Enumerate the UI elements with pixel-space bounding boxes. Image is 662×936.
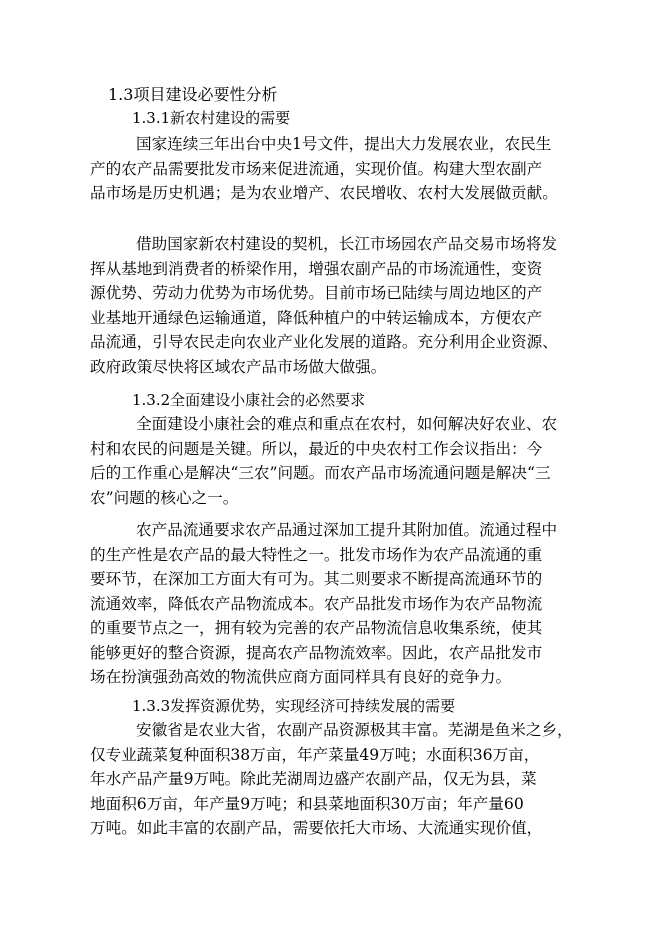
text-line: 政府政策尽快将区域农产品市场做大做强。 <box>90 357 387 376</box>
text-line: 万吨。如此丰富的农副产品，需要依托大市场、大流通实现价值， <box>90 819 543 837</box>
text-line: 村和农民的问题是关键。所以，最近的中央农村工作会议指出：今 <box>90 439 543 458</box>
text-line: 借助国家新农村建设的契机，长江市场园农产品交易市场将发 <box>136 235 558 253</box>
subsection-title-1: 1.3.1新农村建设的需要 <box>132 109 291 127</box>
paragraph <box>90 132 598 206</box>
text-line: 能够更好的整合资源，提高农产品物流效率。因此，农产品批发市 <box>90 643 543 662</box>
text-line: 国家连续三年出台中央1号文件，提出大力发展农业，农民生 <box>136 135 552 153</box>
section-heading: 1.3项目建设必要性分析 <box>108 85 278 104</box>
paragraph <box>90 718 598 841</box>
text-line: 挥从基地到消费者的桥梁作用，增强农副产品的市场流通性，变资 <box>90 259 543 278</box>
text-line: 产的农产品需要批发市场来促进流通，实现价值。构建大型农副产 <box>90 159 543 178</box>
text-line: 要环节，在深加工方面大有可为。其二则要求不断提高流通环节的 <box>90 570 543 588</box>
text-line: 农产品流通要求农产品通过深加工提升其附加值。流通过程中 <box>136 521 558 539</box>
text-line: 后的工作重心是解决“三农”问题。而农产品市场流通问题是解决“三 <box>90 464 551 482</box>
text-line: 年水产品产量9万吨。除此芜湖周边盛产农副产品，仅无为县，菜 <box>90 770 537 788</box>
text-line: 流通效率，降低农产品物流成本。农产品批发市场作为农产品物流 <box>90 594 543 613</box>
subsection-title-3: 1.3.3发挥资源优势，实现经济可持续发展的需要 <box>132 697 456 715</box>
text-line: 安徽省是农业大省，农副产品资源极其丰富。芜湖是鱼米之乡， <box>136 721 573 739</box>
text-line: 业基地开通绿色运输通道，降低种植户的中转运输成本，方便农产 <box>90 308 543 327</box>
paragraph <box>90 232 598 379</box>
paragraph <box>90 518 598 690</box>
text-line: 仅专业蔬菜复种面积38万亩，年产菜量49万吨；水面积36万亩， <box>90 745 540 764</box>
text-line: 的重要节点之一，拥有较为完善的农产品物流信息收集系统，使其 <box>90 619 543 637</box>
paragraph <box>90 412 598 510</box>
text-line: 源优势、劳动力优势为市场优势。目前市场已陆续与周边地区的产 <box>90 284 543 302</box>
text-line: 品市场是历史机遇；是为农业增产、农民增收、农村大发展做贡献。 <box>90 184 558 202</box>
text-line: 品流通，引导农民走向农业产业化发展的道路。充分利用企业资源、 <box>90 333 558 351</box>
text-line: 地面积6万亩，年产量9万吨；和县菜地面积30万亩；年产量60 <box>90 794 524 813</box>
text-line: 的生产性是农产品的最大特性之一。批发市场作为农产品流通的重 <box>90 545 543 564</box>
text-line: 农”问题的核心之一。 <box>90 488 239 507</box>
text-line: 全面建设小康社会的难点和重点在农村，如何解决好农业、农 <box>136 415 558 433</box>
subsection-title-2: 1.3.2全面建设小康社会的必然要求 <box>132 391 366 409</box>
text-line: 场在扮演强劲高效的物流供应商方面同样具有良好的竞争力。 <box>90 668 512 686</box>
